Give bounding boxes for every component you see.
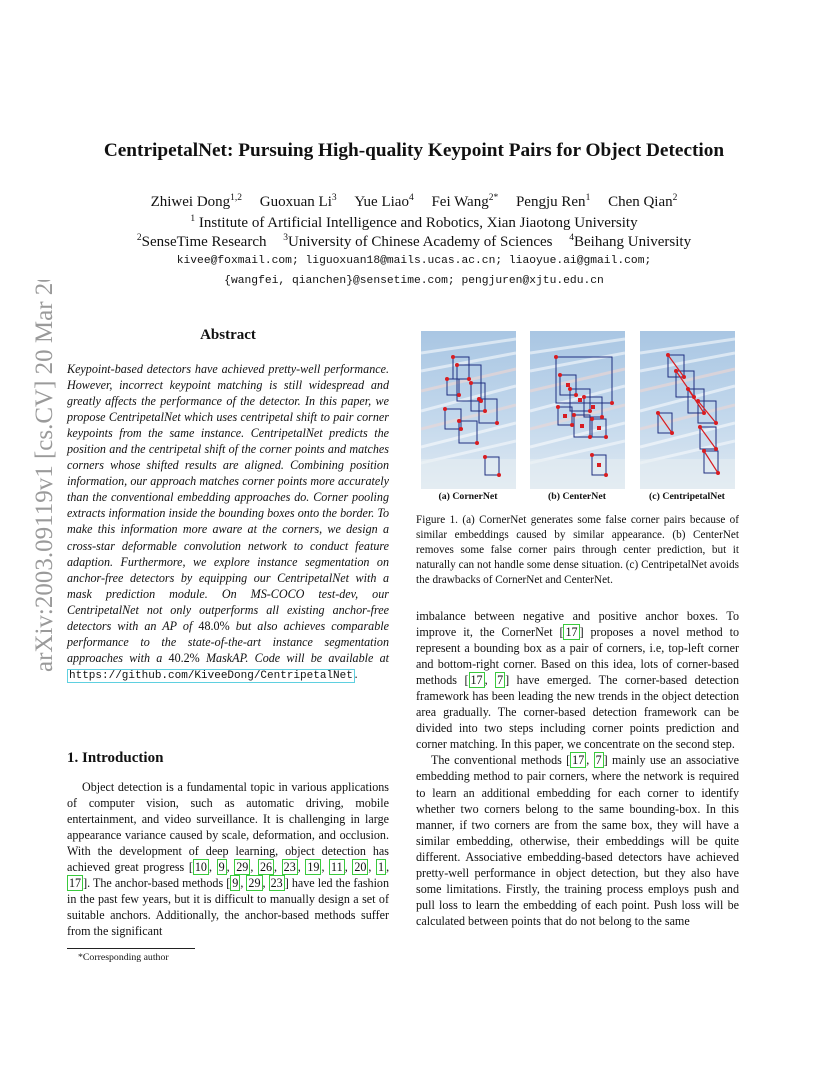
citation-link[interactable]: 23 xyxy=(283,860,296,875)
arxiv-stamp xyxy=(12,280,62,675)
author: Chen Qian$^2$ xyxy=(608,193,678,210)
citation-link[interactable]: 29 xyxy=(248,876,261,891)
citation-link[interactable]: 7 xyxy=(595,753,602,768)
figure-caption: Figure 1. (a) CornerNet generates some false corner pairs because of similar embeddings caused by similar appearance. (b) CenterNet removes some false corner pairs through center prediction, but it naturally can not handle some dense situation. (c) CentripetalNet avoids the drawbacks of CornerNet and CenterNet. xyxy=(416,514,739,587)
citation-link[interactable]: 9 xyxy=(232,876,239,891)
right-column-body: imbalance between negative and positive anchor boxes. To improve it, the CornerNet [ 17 ] proposes a novel method to represent a bounding box as a pair of corners, i.e, top-left corner and bottom-right corner. Based on this idea, lots of corner-based methods [ 17 , 7 ] have emerged. The corner-based detection framework has been leading the new trends in the object detection area gradually. The corner-based detection framework can be divided into two steps including corner points prediction and corner matching. In this paper, we concentrate on the second step. The conventional methods [ 17 , 7 ] mainly use an associative embedding method to pair corners, where the network is required to learn an additional embedding for each corner to identify whether two corners belong to the same bounding-box. In this manner, if two corners are from the same box, they will have a similar embedding, otherwise, their embeddings will be quite different. Associative embedding-based detectors have achieved pretty-well performance in object detection, but they also have some limitations. Firstly, the training process employs push and pull loss to learn the embedding of each point. Push loss will be calculated between points that do not belong to the same xyxy=(416,609,739,928)
citation-link[interactable]: 29 xyxy=(236,860,249,875)
citation-link[interactable]: 26 xyxy=(259,860,273,875)
citation-link[interactable]: 17 xyxy=(470,673,483,688)
citation-link[interactable]: 7 xyxy=(497,673,504,688)
citation-link[interactable]: 20 xyxy=(354,860,367,875)
author: Zhiwei Dong$^{1,2}$ xyxy=(150,193,243,210)
subcaption-b: (b) CenterNet xyxy=(548,491,606,502)
author: Yue Liao$^4$ xyxy=(354,193,414,210)
abstract-body: Keypoint-based detectors have achieved pretty-well performance. However, incorrect keypoint matching is still widespread and greatly affects the performance of the detector. In this paper, we propose CentripetalNet which uses centripetal shift to pair corner keypoints from the same instance. CentripetalNet predicts the position and the centripetal shift of the corner points and matches corners whose shifted results are aligned. Combining position information, our approach matches corner points more accurately than the conventional embedding approaches do. Corner pooling extracts information inside the bounding boxes onto the border. To make this information more aware at the corners, we design a cross-star deformable convolution network to conduct feature adaption. Furthermore, we explore instance segmentation on anchor-free detectors by equipping our CentripetalNet with a mask prediction module. On MS-COCO test-dev, our CentripetalNet not only outperforms all existing anchor-free detectors with an AP of 48.0% but also achieves comparable performance to the state-of-the-art instance segmentation approaches with a 40.2% MaskAP. Code will be available at https://github.com/KiveeDong/CentripetalNet . xyxy=(67,362,390,682)
section-heading-introduction: 1. Introduction xyxy=(67,750,164,766)
citation-link[interactable]: 19 xyxy=(307,860,320,875)
paper-title: CentripetalNet: Pursuing High-quality Keypoint Pairs for Object Detection xyxy=(103,140,725,161)
footnote: *Corresponding author xyxy=(78,952,169,963)
author: Pengju Ren$^1$ xyxy=(515,193,591,210)
abstract-heading: Abstract xyxy=(200,327,256,343)
footnote-rule xyxy=(67,948,195,949)
figure-panel-centripetalnet xyxy=(640,331,735,489)
subcaption-c: (c) CentripetalNet xyxy=(649,491,725,502)
emails-line-1: kivee@foxmail.com; liguoxuan18@mails.ucas.ac.cn; liaoyue.ai@gmail.com; xyxy=(176,255,652,267)
arxiv-id-text: arXiv:2003.09119v1 [cs.CV] 20 Mar 2020 xyxy=(31,280,58,672)
citation-link[interactable]: 10 xyxy=(194,860,207,875)
citation-link[interactable]: 17 xyxy=(565,625,578,640)
intro-body: Object detection is a fundamental topic in various applications of computer vision, such as automatic driving, mobile entertainment, and video surveillance. It is challenging in large appearance variance caused by scale, deformation, and occlusion. With the development of deep learning, object detection has achieved great progress [ 10 , 9 , 29 , 26 , 23 , 19 , 11 , 20 , 1 , 17 ]. The anchor-based methods [ 9 , 29 , 23 ] have led the fashion in the past few years, but it is difficult to manually design a set of suitable anchors. Additionally, the anchor-based methods suffer from the significant xyxy=(67,780,390,939)
citation-link[interactable]: 11 xyxy=(331,860,343,875)
subcaption-a: (a) CornerNet xyxy=(438,491,498,502)
citation-link[interactable]: 1 xyxy=(378,860,385,875)
author-list xyxy=(60,193,768,211)
citation-link[interactable]: 17 xyxy=(572,753,585,768)
figure-panel-centernet xyxy=(530,331,625,489)
ap-symbol: AP xyxy=(162,618,177,633)
author: Guoxuan Li$^3$ xyxy=(259,193,337,210)
author: Fei Wang$^{2*}$ xyxy=(431,193,499,210)
emails-line-2: {wangfei, qianchen}@sensetime.com; pengjuren@xjtu.edu.cn xyxy=(224,275,604,287)
citation-link[interactable]: 23 xyxy=(270,876,283,891)
citation-link[interactable]: 17 xyxy=(69,876,82,891)
code-url-link[interactable]: https://github.com/KiveeDong/CentripetalNet xyxy=(69,669,353,682)
figure-panel-cornernet xyxy=(421,331,516,489)
citation-link[interactable]: 9 xyxy=(218,860,225,875)
affiliation-line-2: $^2$SenseTime Research $^3$University of Chinese Academy of Sciences $^4$Beihang University xyxy=(136,233,692,250)
affiliation-line-1: $^1$ Institute of Artificial Intelligence and Robotics, Xian Jiaotong University xyxy=(190,214,638,231)
